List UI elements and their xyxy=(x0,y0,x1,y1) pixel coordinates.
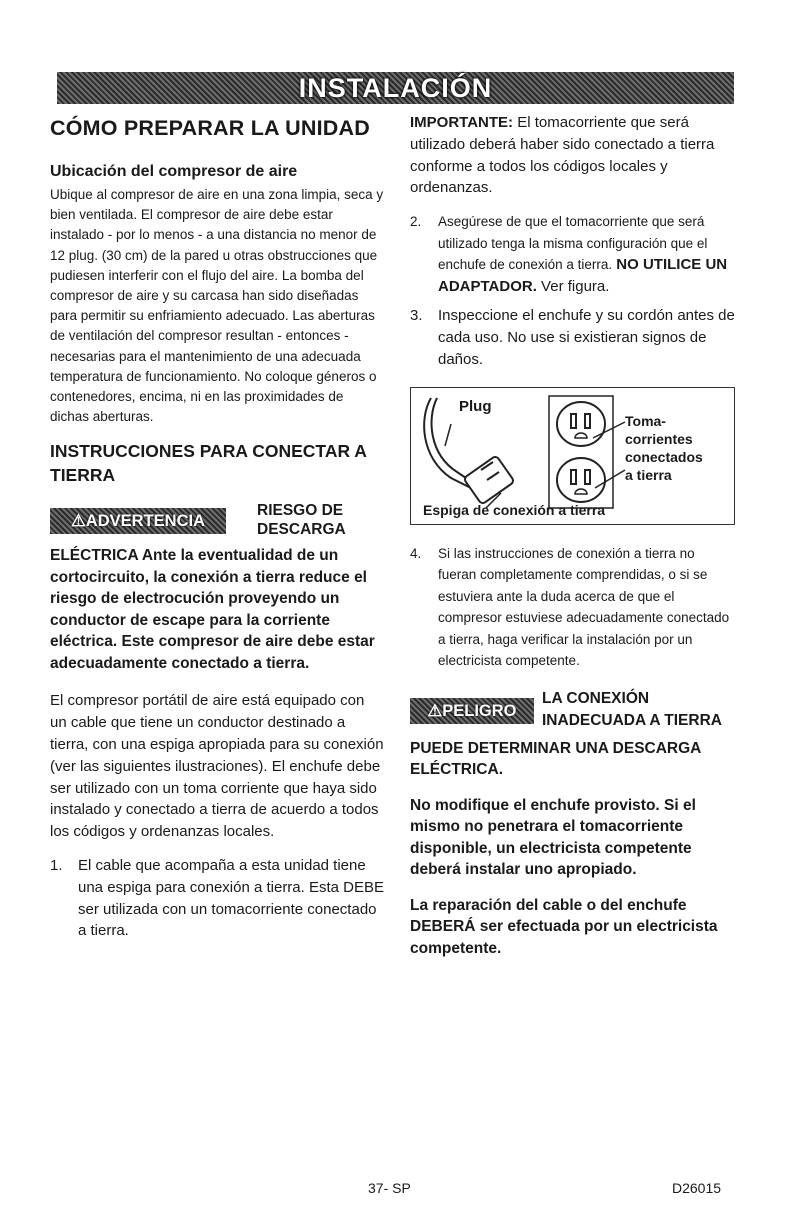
warning-text: ELÉCTRICA Ante la eventualidad de un cortocircuito, la conexión a tierra reduce el riesgo de electrocución proveyendo un conductor de escape para la corriente eléctrica. Este compresor de aire debe estar adecuadamente conectado a tierra. xyxy=(50,547,375,672)
warning-heading: RIESGO DE DESCARGA xyxy=(257,502,346,539)
location-heading: Ubicación del compresor de aire xyxy=(50,163,298,180)
danger-heading-2: INADECUADA A TIERRA xyxy=(542,711,722,729)
left-column xyxy=(50,112,385,956)
list-item xyxy=(410,211,735,297)
right-column xyxy=(410,112,735,959)
warning-row xyxy=(50,501,385,545)
section-banner xyxy=(57,72,734,104)
item-text: Asegúrese de que el tomacorriente que será utilizado tenga la misma configuración que el enchufe de conexión a tierra. xyxy=(438,214,708,273)
banner-title: INSTALACIÓN xyxy=(298,72,493,103)
item-number: 1. xyxy=(50,857,63,875)
location-text: Ubique al compresor de aire en una zona limpia, seca y bien ventilada. El compresor de aire debe estar instalado - por lo menos - a una distancia no menor de 12 plug. (30 cm) de la pared u otras obstrucciones que pudiesen interferir con el flujo del aire. La bomba del compresor de aire y su carcasa han sido diseñadas para permitir su enfriamiento adecuado. Las aberturas de ventilación del compresor resultan - entonces - necesarias para el mantenimiento de una adecuada temperatura de funcionamiento. No coloque géneros o contenedores, encima, ni en las proximidades de dichas aberturas. xyxy=(50,187,384,425)
plug-label: Plug xyxy=(459,397,492,415)
important-note xyxy=(410,112,735,199)
item-number: 4. xyxy=(410,545,422,561)
item-number: 2. xyxy=(410,214,422,230)
repair-warning: La reparación del cable o del enchufe DEBERÁ ser efectuada por un electricista competente. xyxy=(410,896,718,957)
outlet-label xyxy=(625,412,703,484)
grounding-heading: INSTRUCCIONES PARA CONECTAR A TIERRA xyxy=(50,441,367,486)
danger-text: PUEDE DETERMINAR UNA DESCARGA ELÉCTRICA. xyxy=(410,739,701,779)
outlet-label-line: a tierra xyxy=(625,466,672,483)
plug-diagram xyxy=(410,387,735,525)
page-number: 37- SP xyxy=(368,1180,411,1196)
danger-row xyxy=(410,690,735,738)
instruction-list-right-2 xyxy=(410,543,735,672)
grounding-body: El compresor portátil de aire está equipado con un cable que tiene un conductor destinado a tierra, con una espiga apropiada para su conexión (ver las siguientes ilustraciones). El enchufe debe ser utilizado con un toma corriente que haya sido instalado y conectado a tierra de acuerdo a todos los códigos y ordenanzas locales. xyxy=(50,692,384,841)
modify-warning: No modifique el enchufe provisto. Si el mismo no penetrara el tomacorriente disponible, un electricista competente deberá instalar uno apropiado. xyxy=(410,796,696,879)
danger-badge: ⚠PELIGRO xyxy=(410,698,534,724)
document-code: D26015 xyxy=(672,1180,722,1196)
item-text: Inspeccione el enchufe y su cordón antes de cada uso. No use si existieran signos de daños. xyxy=(438,307,735,368)
list-item xyxy=(50,855,385,942)
instruction-list-right xyxy=(410,211,735,370)
outlet-label-line: conectados xyxy=(625,448,703,465)
outlet-label-line: corrientes xyxy=(625,430,693,447)
warning-badge: ⚠ADVERTENCIA xyxy=(50,508,226,534)
item-tail: Ver figura. xyxy=(536,277,610,295)
item-text: Si las instrucciones de conexión a tierra no fueran completamente comprendidas, o si se estuviera ante la duda acerca de que el compresor estuviese adecuadamente conectado a tierra, haga verificar la instalación por un electricista competente. xyxy=(438,545,730,669)
list-item xyxy=(410,543,735,672)
outlet-label-line: Toma- xyxy=(625,412,666,429)
item-number: 3. xyxy=(410,307,423,325)
ground-pin-label: Espiga de conexión a tierra xyxy=(423,501,606,518)
section-title: CÓMO PREPARAR LA UNIDAD xyxy=(50,116,370,140)
important-text: El tomacorriente que será utilizado deberá haber sido conectado a tierra conforme a todos los códigos locales y ordenanzas. xyxy=(410,114,715,197)
instruction-list-left xyxy=(50,855,385,942)
important-label: IMPORTANTE: xyxy=(410,114,514,131)
item-text: El cable que acompaña a esta unidad tiene una espiga para conexión a tierra. Esta DEBE ser utilizada con un tomacorriente conectado a tierra. xyxy=(78,857,385,940)
item-bold: NO UTILICE UN ADAPTADOR. xyxy=(438,256,728,295)
danger-heading-1: LA CONEXIÓN xyxy=(542,689,650,707)
list-item xyxy=(410,305,735,370)
